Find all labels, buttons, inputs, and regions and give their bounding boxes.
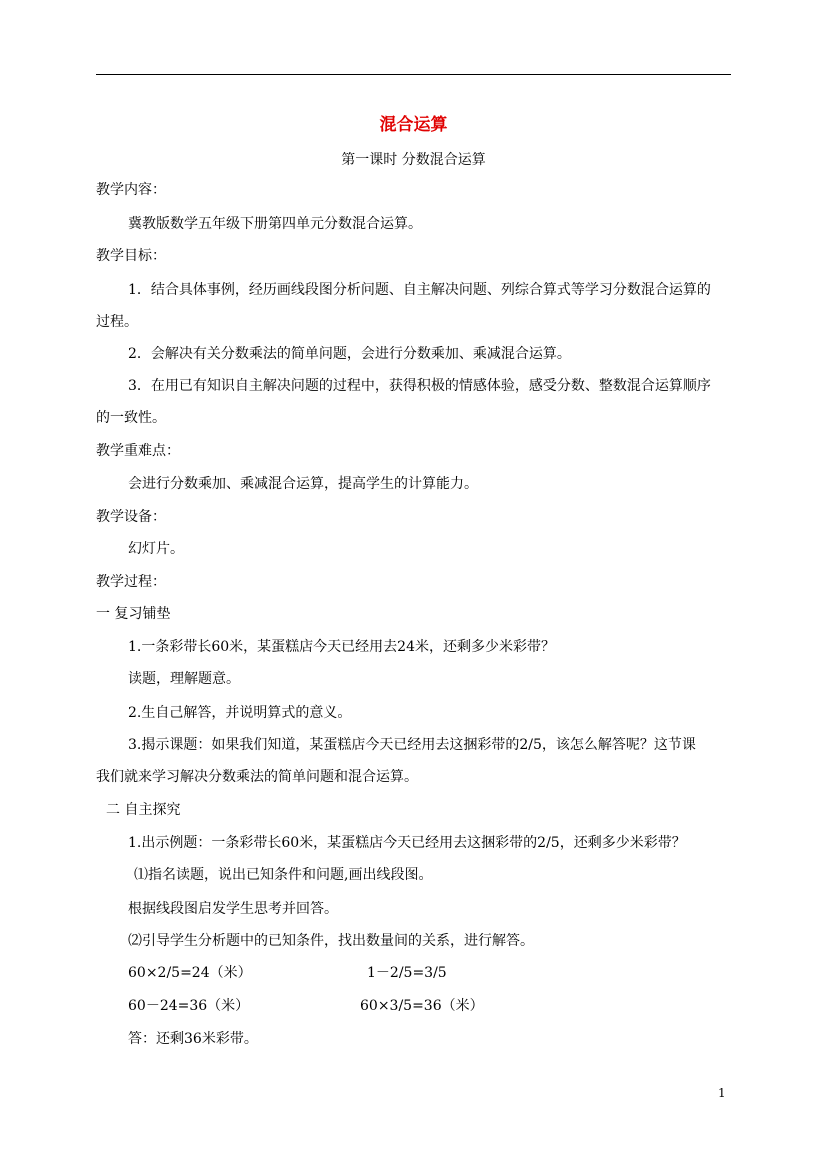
equation-2a: 1－2/5=3/5 — [367, 965, 447, 981]
header-rule — [96, 74, 731, 75]
section-heading-goals: 教学目标： — [96, 248, 166, 264]
part-one-heading: 一 复习铺垫 — [96, 606, 171, 622]
section-heading-equipment: 教学设备： — [96, 509, 166, 525]
review-read-problem: 读题，理解题意。 — [128, 671, 240, 687]
goal-3-line-1: 3．在用已有知识自主解决问题的过程中，获得积极的情感体验，感受分数、整数混合运算顺序 — [128, 378, 711, 394]
document-subtitle: 第一课时 分数混合运算 — [341, 152, 486, 168]
page-number: 1 — [718, 1086, 726, 1100]
part-two-heading: 二 自主探究 — [106, 802, 181, 818]
review-item-3-line-1: 3.揭示课题：如果我们知道，某蛋糕店今天已经用去这捆彩带的2/5，该怎么解答呢？这节课 — [128, 737, 696, 753]
equation-1b: 60－24=36（米） — [128, 998, 250, 1014]
answer: 答：还剩36米彩带。 — [128, 1031, 258, 1047]
document-title: 混合运算 — [379, 115, 448, 135]
goal-1-line-2: 过程。 — [96, 314, 138, 330]
equation-1a: 60×2/5=24（米） — [128, 965, 252, 981]
step-2: ⑵引导学生分析题中的已知条件，找出数量间的关系，进行解答。 — [128, 933, 534, 949]
step-1-guidance: 根据线段图启发学生思考并回答。 — [128, 901, 338, 917]
review-item-2: 2.生自己解答，并说明算式的意义。 — [128, 705, 352, 721]
goal-2: 2．会解决有关分数乘法的简单问题，会进行分数乘加、乘减混合运算。 — [128, 346, 571, 362]
section-heading-content: 教学内容： — [96, 182, 166, 198]
section-heading-key-points: 教学重难点： — [96, 443, 180, 459]
goal-1-line-1: 1．结合具体事例，经历画线段图分析问题、自主解决问题、列综合算式等学习分数混合运算的 — [128, 282, 711, 298]
section-heading-process: 教学过程： — [96, 574, 166, 590]
review-item-3-line-2: 我们就来学习解决分数乘法的简单问题和混合运算。 — [96, 769, 418, 785]
paragraph-equipment: 幻灯片。 — [128, 541, 184, 557]
goal-3-line-2: 的一致性。 — [96, 410, 166, 426]
paragraph-key-points: 会进行分数乘加、乘减混合运算，提高学生的计算能力。 — [128, 476, 478, 492]
paragraph-content: 冀教版数学五年级下册第四单元分数混合运算。 — [128, 216, 422, 232]
review-item-1: 1.一条彩带长60米，某蛋糕店今天已经用去24米，还剩多少米彩带？ — [128, 639, 555, 655]
equation-2b: 60×3/5=36（米） — [360, 998, 484, 1014]
example-problem: 1.出示例题：一条彩带长60米，某蛋糕店今天已经用去这捆彩带的2/5，还剩多少米彩带？ — [128, 835, 686, 851]
step-1: ⑴指名读题，说出已知条件和问题,画出线段图。 — [134, 867, 433, 883]
